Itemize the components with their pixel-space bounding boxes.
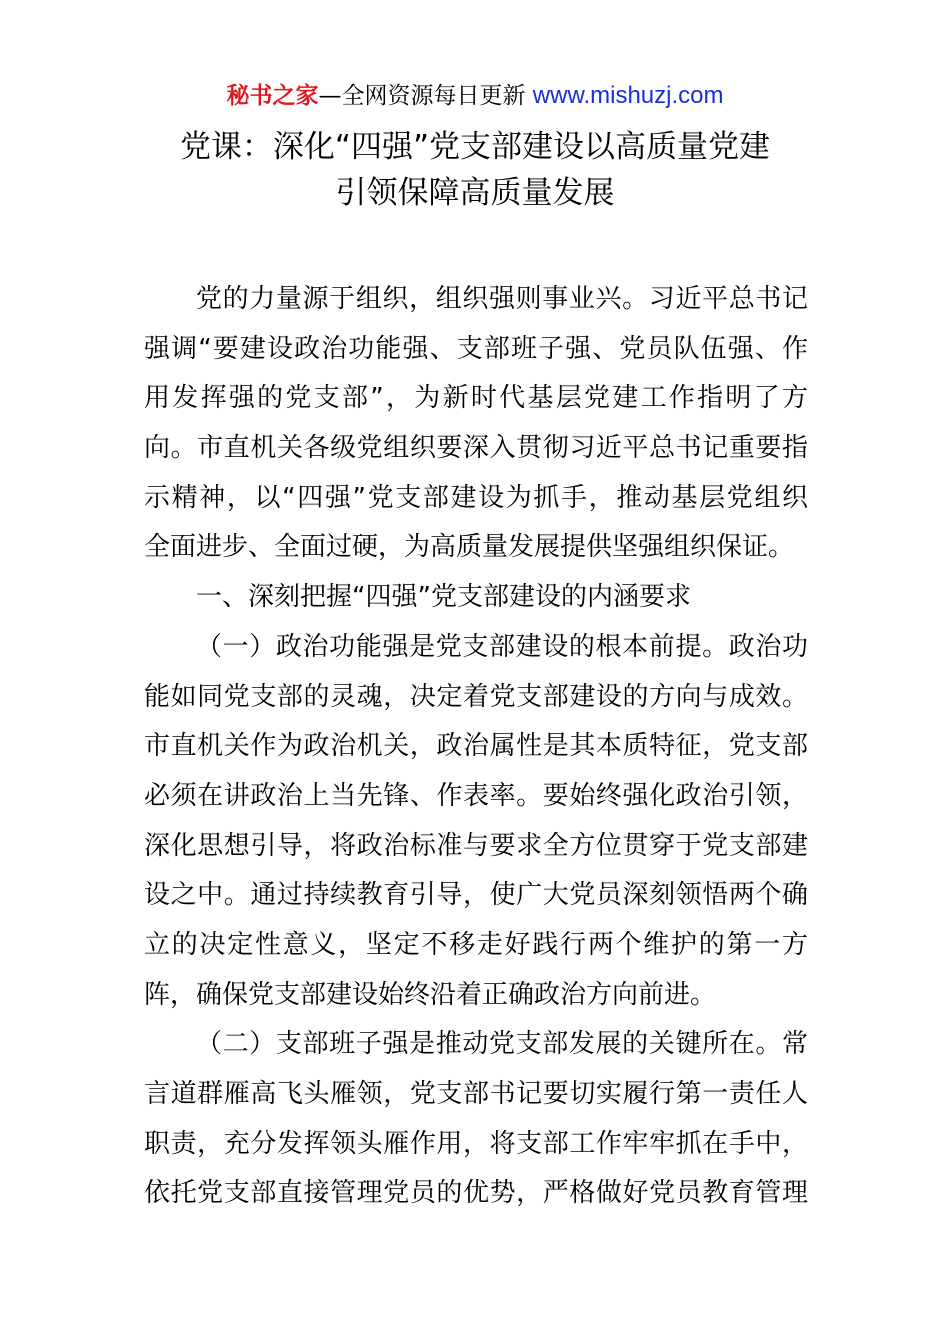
body-line: 用发挥强的党支部”，为新时代基层党建工作指明了方: [144, 383, 808, 414]
site-tagline: —全网资源每日更新: [318, 83, 533, 109]
body-line: 市直机关作为政治机关，政治属性是其本质特征，党支部: [144, 731, 808, 762]
body-line: 党的力量源于组织，组织强则事业兴。习近平总书记: [196, 284, 808, 314]
body-line: 向。市直机关各级党组织要深入贯彻习近平总书记重要指: [144, 433, 808, 464]
body-line: 立的决定性意义，坚定不移走好践行两个维护的第一方: [144, 929, 808, 960]
body-line: 必须在讲政治上当先锋、作表率。要始终强化政治引领，: [144, 780, 808, 811]
body-line: 能如同党支部的灵魂，决定着党支部建设的方向与成效。: [144, 681, 808, 712]
body-line: （二）支部班子强是推动党支部发展的关键所在。常: [196, 1029, 808, 1060]
title-line-2: 引领保障高质量发展: [335, 175, 615, 211]
body-line: 职责，充分发挥领头雁作用，将支部工作牢牢抓在手中，: [144, 1128, 808, 1159]
body-line: 阵，确保党支部建设始终沿着正确政治方向前进。: [144, 979, 717, 1010]
body-line: 依托党支部直接管理党员的优势，严格做好党员教育管理: [144, 1178, 808, 1209]
site-brand: 秘书之家: [226, 83, 319, 109]
title-line-1: 党课：深化“四强”党支部建设以高质量党建: [179, 129, 771, 165]
site-url: www.mishuzj.com: [532, 82, 724, 109]
body-line: 设之中。通过持续教育引导，使广大党员深刻领悟两个确: [144, 880, 808, 911]
body-line: 示精神，以“四强”党支部建设为抓手，推动基层党组织: [144, 482, 808, 513]
body-line: 言道群雁高飞头雁领，党支部书记要切实履行第一责任人: [144, 1079, 808, 1109]
document-title: [0, 124, 950, 216]
body-line: 强调“要建设政治功能强、支部班子强、党员队伍强、作: [144, 333, 808, 364]
document-body: [144, 275, 808, 1219]
body-line: 全面进步、全面过硬，为高质量发展提供坚强组织保证。: [144, 532, 795, 563]
section-heading: 一、深刻把握“四强”党支部建设的内涵要求: [196, 582, 691, 613]
body-line: 深化思想引导，将政治标准与要求全方位贯穿于党支部建: [144, 830, 808, 861]
body-line: （一）政治功能强是党支部建设的根本前提。政治功: [196, 631, 808, 662]
site-header: [0, 80, 950, 112]
